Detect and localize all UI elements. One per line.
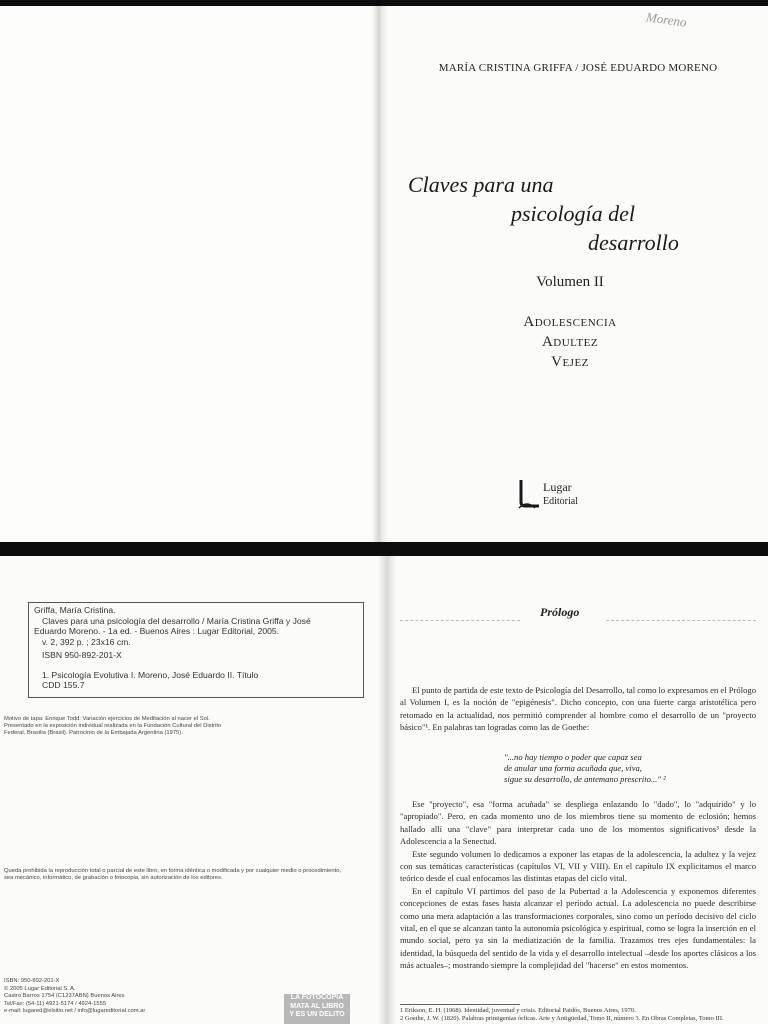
legal-notice: Queda prohibida la reproducción total o parcial de este libro, en forma idéntica o modificada y por cualquier medio o procedimiento, sea mecánico, informático, de grabación o fotocopia, sin autorización de los editores.: [4, 868, 342, 882]
photocopy-stamp: [284, 994, 350, 1024]
stamp-line: Y ES UN DELITO: [289, 1011, 345, 1018]
footnote: 2 Goethe, J. W. (1820). Palabras primigenias órficas. Arte y Antigüedad, Tomo II, número 3. En Obras Completas, Tomo III.: [400, 1015, 724, 1022]
title-page: [0, 6, 768, 542]
book-title-line-2: psicología del: [511, 201, 636, 226]
quote-line: "...no hay tiempo o poder que capaz sea: [504, 752, 642, 762]
heading-rule-right: [606, 620, 756, 621]
cip-line: ISBN 950-892-201-X: [42, 650, 122, 660]
gutter-shadow: [372, 6, 388, 542]
left-blank-page: [0, 6, 370, 542]
publisher-subname: Editorial: [543, 496, 578, 507]
stamp-line: LA FOTOCOPIA: [290, 994, 344, 1001]
imprint-line: e-mail: lugared@elsitio.net / info@lugareditorial.com.ar: [4, 1008, 146, 1015]
spread-gutter: [378, 556, 396, 1024]
footnote: 1 Erikson, E. H. (1968). Identidad, juventud y crisis. Editorial Paidós, Buenos Aires, 1970.: [400, 1007, 636, 1014]
book-title-line-3: desarrollo: [588, 230, 679, 255]
quote-line: sigue su desarrollo, de antemano prescrito..." ²: [504, 774, 666, 784]
book-title-line-1: Claves para una: [408, 172, 554, 197]
goethe-quote: [504, 752, 744, 785]
stage-adolescencia: Adolescencia: [523, 314, 617, 330]
stamp-line: MATA AL LIBRO: [290, 1002, 344, 1010]
paragraph: Este segundo volumen lo dedicamos a exponer las etapas de la adolescencia, la adultez y la vejez con sus temáticas características (capítulos VI, VII y VIII). En el capítulo IX explicitamos el marco teórico desde el cual enfocamos las distintas etapas del ciclo vital.: [400, 848, 756, 884]
publisher-name: Lugar: [543, 480, 572, 494]
prologue-body: [400, 684, 756, 734]
cip-record: [28, 602, 364, 698]
paragraph: Ese "proyecto", esa "forma acuñada" se despliega enlazando lo "dado", lo "adquirido" y lo "apropiado". Pero, en cada momento uno de los miembros tiene su momento de eclosión; hemos hallado allí una "clave" para interpretar cada uno de los momentos significativos³ desde la Adolescencia a la Senectud.: [400, 799, 756, 847]
imprint: [4, 978, 264, 1016]
cip-line: v. 2, 392 p. ; 23x16 cm.: [42, 636, 131, 647]
cip-line: 1. Psicología Evolutiva I. Moreno, José Eduardo II. Título: [42, 669, 259, 680]
book-authors: MARÍA CRISTINA GRIFFA / JOSÉ EDUARDO MORENO: [438, 62, 718, 74]
cip-line: Griffa, María Cristina.: [34, 605, 116, 615]
cover-note: Motivo de tapa: Enrique Todd: Variación ejercicios de Meditación al nacer el Sol. Presentado en la exposición individual realizada en la Fundación Cultural del Distrito Federal, Brasilia (Brasil). Patrocinio de la Embajada Argentina (1975).: [4, 716, 222, 737]
stage-vejez: Vejez: [551, 354, 589, 370]
prologue-heading: Prólogo: [540, 605, 580, 619]
publisher-logo: [515, 478, 595, 518]
cip-line: Eduardo Moreno. - 1a ed. - Buenos Aires : Lugar Editorial, 2005.: [34, 626, 280, 636]
volume-label: Volumen II: [536, 274, 604, 290]
prologue-page: [396, 556, 768, 1024]
paragraph: En el capítulo VI partimos del paso de la Pubertad a la Adolescencia y exponemos diferentes concepciones de estas fases hasta alcanzar el período actual. La adolescencia no puede describirse como una mera adaptación a las transformaciones corporales, sino como un período decisivo del ciclo vital, en el que se alcanzan tanto la autonomía psicológica y espiritual, como se logra la inserción en el mundo social, pero ya sin la mediatización de la familia. Trazamos tres ejes fundamentales: la identidad, la búsqueda del sentido de la vida y el desarrollo intelectual –desde los aportes clásicos a los más actuales–; mostrando siempre la complejidad del "hacerse" en estos momentos.: [400, 885, 756, 971]
footnotes: [400, 1007, 760, 1023]
paragraph: El punto de partida de este texto de Psicología del Desarrollo, tal como lo expresamos en el Prólogo al Volumen I, es la noción de "epigénesis". Dicho concepto, con una fuerte carga aristotélica pero retomado en la actualidad, nos permitió comprender al hombre como el desarrollo de un "proyecto básico"¹. En palabras tan logradas como las de Goethe:: [400, 685, 756, 733]
prologue-body-continued: [400, 798, 756, 972]
scan-divider-band: [0, 542, 768, 556]
stage-adultez: Adultez: [541, 334, 599, 350]
handwritten-note: Moreno: [645, 9, 688, 30]
lugar-logo-icon: [515, 478, 541, 510]
cip-line: CDD 155.7: [42, 680, 85, 690]
imprint-line: Castro Barros 1754 (C1237ABN) Buenos Aires: [4, 993, 125, 1000]
cip-line: Claves para una psicología del desarrollo / María Cristina Griffa y José: [42, 615, 311, 626]
imprint-line: ISBN: 950-892-201-X: [4, 978, 60, 984]
imprint-line: © 2005 Lugar Editorial S. A.: [4, 985, 76, 992]
footnote-rule: [400, 1004, 520, 1005]
heading-rule-left: [400, 620, 520, 621]
quote-line: de anular una forma acuñada que, viva,: [504, 763, 642, 773]
copyright-page: [0, 556, 380, 1024]
imprint-line: Tel/Fax: (54-11) 4921-5174 / 4924-1555: [4, 1000, 107, 1007]
